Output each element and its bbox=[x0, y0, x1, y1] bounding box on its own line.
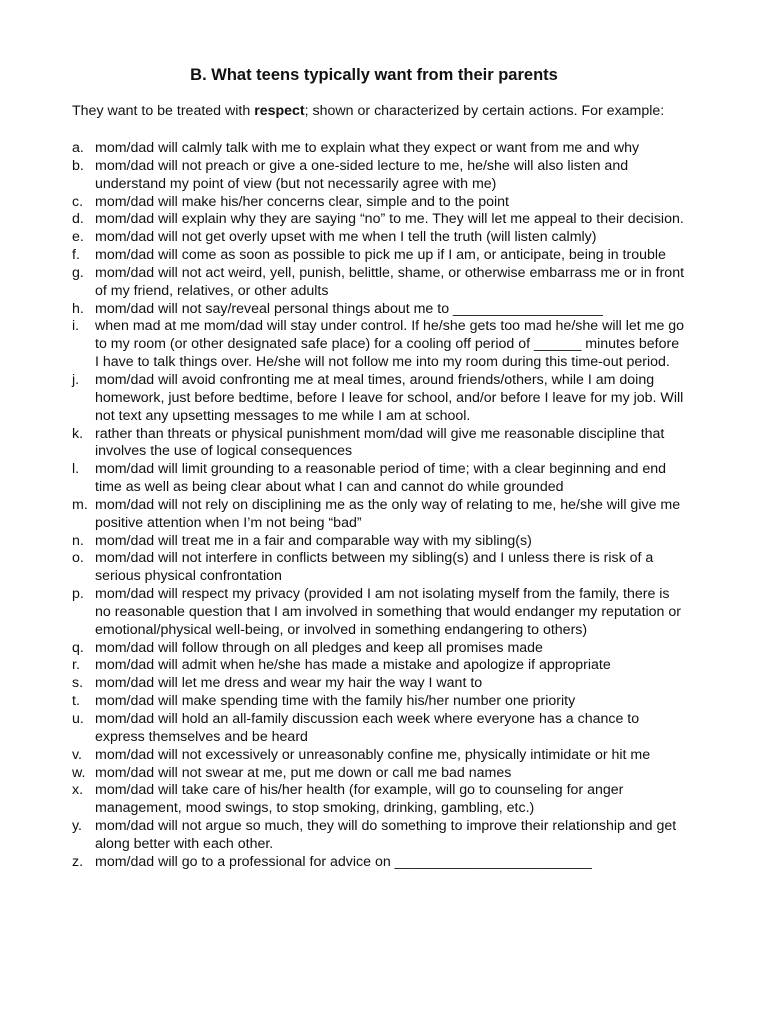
list-item bbox=[72, 693, 732, 711]
list-item-text-line: homework, just before bedtime, before I leave for school, and/or before I leave for my job. Will bbox=[95, 389, 684, 406]
list-item-text-line: rather than threats or physical punishment mom/dad will give me reasonable discipline that bbox=[95, 425, 665, 442]
list-item-text-line: express themselves and be heard bbox=[95, 728, 308, 745]
list-item-marker: x. bbox=[72, 782, 84, 799]
list-item-text-line: mom/dad will go to a professional for advice on _________________________ bbox=[95, 853, 592, 870]
list-item-marker: y. bbox=[72, 818, 82, 835]
list-item-text-line: along better with each other. bbox=[95, 835, 274, 852]
list-item-text-line: mom/dad will respect my privacy (provided I am not isolating myself from the family, there is bbox=[95, 586, 670, 603]
list-item bbox=[72, 497, 732, 533]
list-item bbox=[72, 818, 732, 854]
list-item-marker: k. bbox=[72, 425, 84, 442]
list-item-text-line: serious physical confrontation bbox=[95, 568, 282, 585]
list-item-text-line: to my room (or other designated safe place) for a cooling off period of ______ minutes before bbox=[95, 336, 680, 353]
list-item-text-line: no reasonable question that I am involved in something that would endanger my reputation or bbox=[95, 603, 681, 620]
list-item bbox=[72, 854, 732, 872]
list-item-text-line: mom/dad will explain why they are saying “no” to me. They will let me appeal to their decision. bbox=[95, 211, 684, 228]
list-item-marker: e. bbox=[72, 229, 84, 246]
list-item-marker: b. bbox=[72, 157, 84, 174]
list-item bbox=[72, 675, 732, 693]
list-item-text-line: mom/dad will follow through on all pledges and keep all promises made bbox=[95, 639, 543, 656]
list-item bbox=[72, 782, 732, 818]
list-item bbox=[72, 426, 732, 462]
list-item-text-line: mom/dad will let me dress and wear my hair the way I want to bbox=[95, 675, 483, 692]
list-item-marker: m. bbox=[72, 496, 88, 513]
list-item-text-line: management, mood swings, to stop smoking, drinking, gambling, etc.) bbox=[95, 800, 535, 817]
list-item-marker: p. bbox=[72, 586, 84, 603]
list-item-text-line: mom/dad will not get overly upset with me when I tell the truth (will listen calmly) bbox=[95, 229, 597, 246]
list-item bbox=[72, 747, 732, 765]
list-item-text-line: mom/dad will treat me in a fair and comparable way with my sibling(s) bbox=[95, 532, 532, 549]
list-item-marker: v. bbox=[72, 746, 82, 763]
list-item bbox=[72, 640, 732, 658]
list-item-text-line: mom/dad will not preach or give a one-sided lecture to me, he/she will also listen and bbox=[95, 157, 629, 174]
list-item-marker: d. bbox=[72, 211, 84, 228]
list-item-text-line: mom/dad will not excessively or unreasonably confine me, physically intimidate or hit me bbox=[95, 746, 651, 763]
list-item bbox=[72, 140, 732, 158]
list-item-marker: s. bbox=[72, 675, 84, 692]
list-item bbox=[72, 372, 732, 426]
list-item-marker: h. bbox=[72, 300, 84, 317]
list-item-text-line: mom/dad will avoid confronting me at meal times, around friends/others, while I am doing bbox=[95, 371, 655, 388]
list-item-text-line: understand my point of view (but not necessarily agree with me) bbox=[95, 175, 497, 192]
list-item-text-line: mom/dad will take care of his/her health (for example, will go to counseling for anger bbox=[95, 782, 624, 799]
list-item bbox=[72, 765, 732, 783]
intro-text-before: They want to be treated with bbox=[72, 103, 255, 119]
list-item-marker: z. bbox=[72, 853, 84, 870]
list-item bbox=[72, 318, 732, 372]
intro-text-after: ; shown or characterized by certain actions. For example: bbox=[304, 103, 665, 119]
list-item-text-line: mom/dad will hold an all-family discussion each week where everyone has a chance to bbox=[95, 711, 640, 727]
expectations-list bbox=[72, 140, 732, 872]
list-item-marker: n. bbox=[72, 532, 84, 549]
list-item-marker: c. bbox=[72, 193, 84, 210]
list-item-text-line: mom/dad will not act weird, yell, punish, belittle, shame, or otherwise embarrass me or in front bbox=[95, 264, 685, 281]
list-item-text-line: mom/dad will not rely on disciplining me as the only way of relating to me, he/she will give me bbox=[95, 496, 681, 513]
intro-paragraph bbox=[72, 102, 732, 120]
list-item-text-line: mom/dad will not swear at me, put me down or call me bad names bbox=[95, 764, 512, 781]
list-item-text-line: mom/dad will make his/her concerns clear, simple and to the point bbox=[95, 193, 509, 210]
list-item-text-line: not text any upsetting messages to me while I am at school. bbox=[95, 407, 471, 424]
list-item bbox=[72, 550, 732, 586]
list-item bbox=[72, 657, 732, 675]
list-item-text-line: mom/dad will make spending time with the family his/her number one priority bbox=[95, 693, 576, 710]
list-item-marker: a. bbox=[72, 140, 84, 156]
list-item bbox=[72, 711, 732, 747]
list-item-marker: u. bbox=[72, 711, 84, 727]
list-item-marker: i. bbox=[72, 318, 80, 335]
list-item bbox=[72, 265, 732, 301]
list-item-text-line: emotional/physical well-being, or involved in something endangering to others) bbox=[95, 621, 588, 638]
list-item-text-line: mom/dad will come as soon as possible to pick me up if I am, or anticipate, being in trouble bbox=[95, 247, 666, 264]
list-item-marker: l. bbox=[72, 461, 80, 478]
list-item-marker: t. bbox=[72, 693, 80, 710]
list-item bbox=[72, 229, 732, 247]
list-item-marker: f. bbox=[72, 247, 80, 264]
page-title: B. What teens typically want from their parents bbox=[190, 66, 558, 84]
list-item-marker: r. bbox=[72, 657, 80, 674]
list-item bbox=[72, 533, 732, 551]
list-item-marker: w. bbox=[72, 764, 86, 781]
list-item-text-line: mom/dad will calmly talk with me to explain what they expect or want from me and why bbox=[95, 140, 640, 156]
list-item-text-line: mom/dad will not argue so much, they will do something to improve their relationship and get bbox=[95, 818, 677, 835]
list-item-text-line: involves the use of logical consequences bbox=[95, 443, 353, 460]
list-item bbox=[72, 461, 732, 497]
list-item-text-line: mom/dad will not interfere in conflicts between my sibling(s) and I unless there is risk of a bbox=[95, 550, 654, 567]
list-item-text-line: when mad at me mom/dad will stay under control. If he/she gets too mad he/she will let me go bbox=[95, 318, 685, 335]
list-item bbox=[72, 247, 732, 265]
list-item bbox=[72, 301, 732, 319]
list-item-text-line: I have to talk things over. He/she will not follow me into my room during this time-out period. bbox=[95, 354, 670, 371]
list-item-marker: j. bbox=[72, 371, 80, 388]
list-item-marker: g. bbox=[72, 264, 84, 281]
list-item-text-line: time as well as being clear about what I can and cannot do while grounded bbox=[95, 479, 564, 496]
list-item-text-line: mom/dad will limit grounding to a reasonable period of time; with a clear beginning and end bbox=[95, 461, 666, 478]
list-item bbox=[72, 586, 732, 640]
list-item-text-line: mom/dad will admit when he/she has made a mistake and apologize if appropriate bbox=[95, 657, 611, 674]
list-item-text-line: positive attention when I’m not being “bad” bbox=[95, 514, 362, 531]
intro-bold-word: respect bbox=[254, 103, 305, 119]
list-item-text-line: of my friend, relatives, or other adults bbox=[95, 282, 329, 299]
list-item-marker: o. bbox=[72, 550, 84, 567]
list-item-marker: q. bbox=[72, 639, 84, 656]
list-item bbox=[72, 158, 732, 194]
list-item bbox=[72, 194, 732, 212]
list-item bbox=[72, 211, 732, 229]
list-item-text-line: mom/dad will not say/reveal personal things about me to ___________________ bbox=[95, 300, 603, 317]
